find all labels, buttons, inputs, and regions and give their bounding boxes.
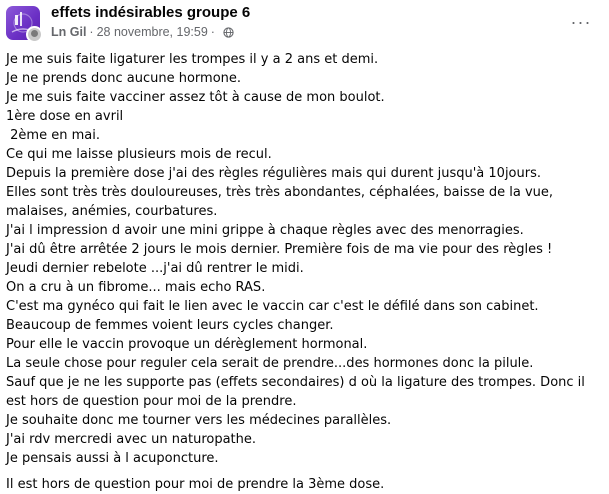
post-line: Depuis la première dose j'ai des règles régulières mais qui durent jusqu'à 10jours. — [6, 166, 541, 181]
avatar[interactable] — [6, 6, 42, 42]
group-name-link[interactable]: effets indésirables groupe 6 — [51, 4, 251, 21]
post-final-line: Il est hors de question pour moi de prendre la 3ème dose. — [6, 477, 385, 492]
paragraph-gap — [6, 468, 603, 475]
more-options-button[interactable]: ··· — [570, 11, 592, 32]
post-line: Je pensais aussi à l acuponcture. — [6, 451, 219, 466]
post-line: Je souhaite donc me tourner vers les médecines parallèles. — [6, 413, 392, 428]
meta-separator-2: · — [210, 25, 215, 39]
post-line: J'ai dû être arrêtée 2 jours le mois dernier. Première fois de ma vie pour des règles ! — [6, 242, 553, 257]
post-line: C'est ma gynéco qui fait le lien avec le vaccin car c'est le défilé dans son cabinet. Beaucoup de femmes voient leurs cycles changer. — [6, 299, 543, 333]
post-line: Ce qui me laisse plusieurs mois de recul. — [6, 147, 272, 162]
post-body — [6, 50, 603, 494]
post-line: 2ème en mai. — [6, 128, 100, 143]
post-line: 1ère dose en avril — [6, 109, 124, 124]
post-line: Je ne prends donc aucune hormone. — [6, 71, 242, 86]
post-header — [0, 0, 609, 48]
post-line: J'ai l impression d avoir une mini grippe à chaque règles avec des menorragies. — [6, 223, 524, 238]
post-line: Jeudi dernier rebelote ...j'ai dû rentrer le midi. — [6, 261, 304, 276]
post-line: Sauf que je ne les supporte pas (effets secondaires) d où la ligature des trompes. Donc il est hors de question pour moi de la prendre. — [6, 375, 590, 409]
post-line: J'ai rdv mercredi avec un naturopathe. — [6, 432, 257, 447]
post-line: Je me suis faite ligaturer les trompes il y a 2 ans et demi. — [6, 52, 379, 67]
post-line: La seule chose pour reguler cela serait de prendre...des hormones donc la pilule. — [6, 356, 534, 371]
post-line: On a cru à un fibrome... mais echo RAS. — [6, 280, 266, 295]
post-line: Pour elle le vaccin provoque un dérèglement hormonal. — [6, 337, 368, 352]
meta-separator: · — [89, 25, 94, 39]
author-avatar[interactable] — [26, 26, 43, 43]
post-timestamp[interactable]: 28 novembre, 19:59 — [96, 25, 208, 39]
post-line: Je me suis faite vacciner assez tôt à cause de mon boulot. — [6, 90, 385, 105]
post-meta — [51, 25, 234, 39]
post-line: Elles sont très très douloureuses, très très abondantes, céphalées, baisse de la vue, malaises, anémies, courbatures. — [6, 185, 558, 219]
author-name-link[interactable]: Ln Gil — [51, 25, 87, 39]
globe-icon[interactable] — [223, 27, 234, 38]
